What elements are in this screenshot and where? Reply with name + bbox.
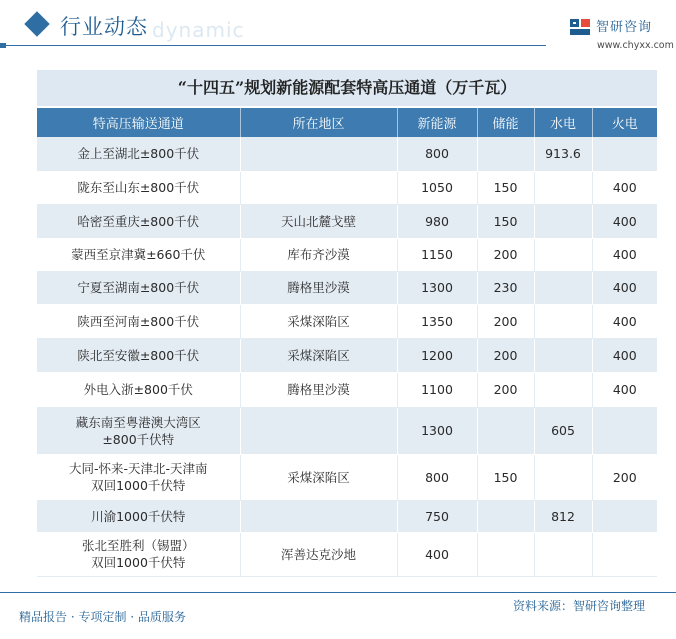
cell-channel: 陕西至河南±800千伏 <box>37 304 240 338</box>
cell-storage: 230 <box>477 271 534 304</box>
header-watermark: dynamic <box>152 18 245 42</box>
column-header-region: 所在地区 <box>240 108 397 137</box>
cell-region: 天山北麓戈壁 <box>240 204 397 238</box>
table-row <box>37 137 657 171</box>
cell-new-energy: 1300 <box>397 407 477 454</box>
cell-new-energy: 1050 <box>397 171 477 204</box>
cell-region <box>240 500 397 532</box>
cell-new-energy: 1350 <box>397 304 477 338</box>
cell-region: 腾格里沙漠 <box>240 372 397 407</box>
brand-url: www.chyxx.com <box>597 40 674 51</box>
cell-region <box>240 137 397 171</box>
cell-hydro: 605 <box>534 407 592 454</box>
cell-thermal: 400 <box>592 338 657 372</box>
cell-channel: 蒙西至京津冀±660千伏 <box>37 238 240 271</box>
column-header-thermal: 火电 <box>592 108 657 137</box>
cell-channel-line2: 双回1000千伏特 <box>91 478 186 493</box>
cell-new-energy: 750 <box>397 500 477 532</box>
cell-thermal: 400 <box>592 372 657 407</box>
cell-storage <box>477 500 534 532</box>
cell-storage: 200 <box>477 338 534 372</box>
cell-channel: 川渝1000千伏特 <box>37 500 240 532</box>
table-row <box>37 372 657 407</box>
cell-new-energy: 1300 <box>397 271 477 304</box>
table-row <box>37 532 657 576</box>
table-row <box>37 204 657 238</box>
cell-hydro <box>534 454 592 500</box>
cell-storage: 200 <box>477 372 534 407</box>
cell-hydro <box>534 271 592 304</box>
cell-hydro <box>534 372 592 407</box>
chyxx-logo-icon <box>569 17 591 37</box>
table-row <box>37 500 657 532</box>
cell-hydro: 913.6 <box>534 137 592 171</box>
cell-channel <box>37 454 240 500</box>
cell-storage: 150 <box>477 204 534 238</box>
page-footer <box>0 592 676 639</box>
table-header-row <box>37 108 657 137</box>
table-row <box>37 407 657 454</box>
table-title: “十四五”规划新能源配套特高压通道（万千瓦） <box>37 70 657 106</box>
cell-thermal: 400 <box>592 304 657 338</box>
table-row <box>37 304 657 338</box>
cell-hydro <box>534 204 592 238</box>
diamond-icon <box>24 11 49 36</box>
cell-channel: 陇东至山东±800千伏 <box>37 171 240 204</box>
cell-thermal: 400 <box>592 204 657 238</box>
column-header-hydro: 水电 <box>534 108 592 137</box>
cell-channel: 金上至湖北±800千伏 <box>37 137 240 171</box>
cell-storage <box>477 137 534 171</box>
page-header <box>0 0 676 58</box>
cell-region: 浑善达克沙地 <box>240 532 397 576</box>
cell-new-energy: 1100 <box>397 372 477 407</box>
cell-region: 采煤深陷区 <box>240 454 397 500</box>
cell-new-energy: 800 <box>397 454 477 500</box>
footer-divider <box>0 592 676 593</box>
cell-new-energy: 980 <box>397 204 477 238</box>
cell-channel-line1: 藏东南至粤港澳大湾区 <box>75 414 201 430</box>
cell-new-energy: 1150 <box>397 238 477 271</box>
column-header-storage: 储能 <box>477 108 534 137</box>
cell-hydro: 812 <box>534 500 592 532</box>
cell-thermal <box>592 500 657 532</box>
section-title: 行业动态 <box>60 15 148 39</box>
cell-new-energy: 800 <box>397 137 477 171</box>
footer-slogan: 精品报告 · 专项定制 · 品质服务 <box>19 610 186 624</box>
cell-channel-line2: ±800千伏特 <box>102 431 175 447</box>
cell-thermal <box>592 407 657 454</box>
cell-channel: 哈密至重庆±800千伏 <box>37 204 240 238</box>
cell-storage <box>477 532 534 576</box>
cell-thermal: 200 <box>592 454 657 500</box>
uhv-channel-table <box>37 108 657 577</box>
cell-channel <box>37 407 240 454</box>
cell-region: 库布齐沙漠 <box>240 238 397 271</box>
cell-storage: 150 <box>477 171 534 204</box>
cell-hydro <box>534 338 592 372</box>
cell-channel: 外电入浙±800千伏 <box>37 372 240 407</box>
cell-region <box>240 407 397 454</box>
cell-region: 采煤深陷区 <box>240 304 397 338</box>
cell-thermal: 400 <box>592 171 657 204</box>
cell-new-energy: 400 <box>397 532 477 576</box>
cell-hydro <box>534 171 592 204</box>
cell-hydro <box>534 532 592 576</box>
cell-region: 腾格里沙漠 <box>240 271 397 304</box>
cell-new-energy: 1200 <box>397 338 477 372</box>
column-header-new-energy: 新能源 <box>397 108 477 137</box>
cell-channel-line1: 张北至胜利（锡盟） <box>81 538 195 553</box>
table-row <box>37 171 657 204</box>
cell-thermal <box>592 137 657 171</box>
cell-channel: 宁夏至湖南±800千伏 <box>37 271 240 304</box>
cell-storage: 200 <box>477 304 534 338</box>
cell-thermal <box>592 532 657 576</box>
cell-channel-line2: 双回1000千伏特 <box>91 555 186 570</box>
cell-hydro <box>534 238 592 271</box>
table-row <box>37 238 657 271</box>
cell-thermal: 400 <box>592 271 657 304</box>
cell-channel-line1: 大同-怀来-天津北-天津南 <box>68 461 208 476</box>
cell-region <box>240 171 397 204</box>
header-divider <box>0 45 546 46</box>
cell-thermal: 400 <box>592 238 657 271</box>
table-row <box>37 454 657 500</box>
cell-storage: 150 <box>477 454 534 500</box>
column-header-channel: 特高压输送通道 <box>37 108 240 137</box>
cell-storage <box>477 407 534 454</box>
cell-channel <box>37 532 240 576</box>
table-row <box>37 338 657 372</box>
brand-name: 智研咨询 <box>596 20 653 35</box>
table-row <box>37 271 657 304</box>
footer-source: 资料来源：智研咨询整理 <box>513 599 646 613</box>
cell-storage: 200 <box>477 238 534 271</box>
cell-hydro <box>534 304 592 338</box>
cell-region: 采煤深陷区 <box>240 338 397 372</box>
cell-channel: 陕北至安徽±800千伏 <box>37 338 240 372</box>
